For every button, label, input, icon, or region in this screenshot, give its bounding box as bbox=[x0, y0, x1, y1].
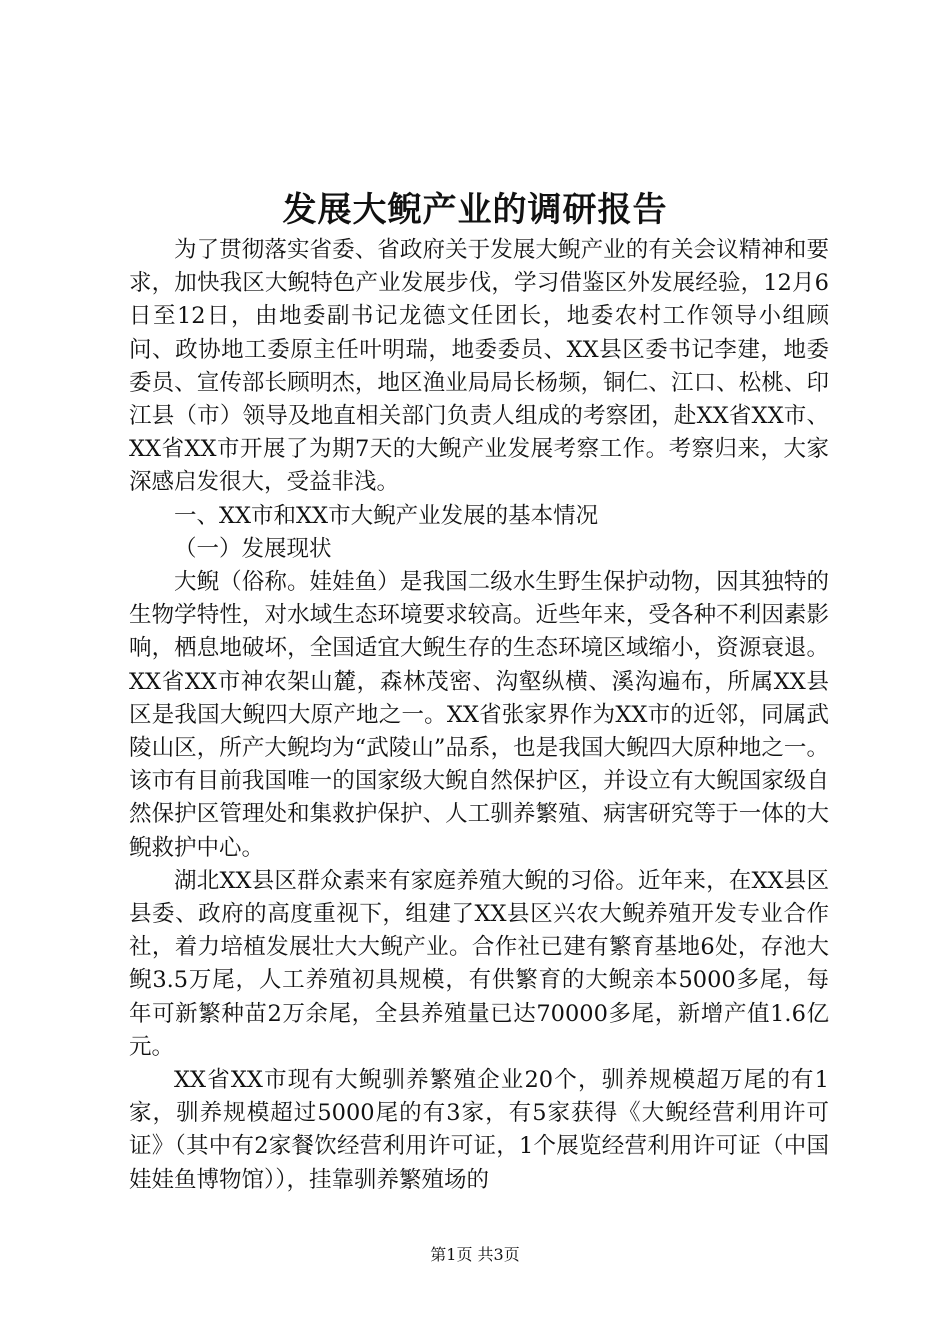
document-title: 发展大鲵产业的调研报告 bbox=[282, 190, 668, 230]
paragraph-status: 大鲵（俗称。娃娃鱼）是我国二级水生野生保护动物，因其独特的生物学特性，对水域生态环境要求较高。近些年来，受各种不利因素影响，栖息地破坏，全国适宜大鲵生存的生态环境区域缩小，资源衰退。XX省XX市神农架山麓，森林茂密、沟壑纵横、溪沟遍布，所属XX县区是我国大鲵四大原产地之一。XX省张家界作为XX市的近邻，同属武陵山区，所产大鲵均为“武陵山”品系，也是我国大鲵四大原种地之一。该市有目前我国唯一的国家级大鲵自然保护区，并设立有大鲵国家级自然保护区管理处和集救护保护、人工驯养繁殖、病害研究等于一体的大鲵救护中心。 bbox=[129, 569, 829, 861]
paragraph-hubei: 湖北XX县区群众素来有家庭养殖大鲵的习俗。近年来，在XX县区县委、政府的高度重视下，组建了XX县区兴农大鲵养殖开发专业合作社，着力培植发展壮大大鲵产业。合作社已建有繁育基地6处，存池大鲵3.5万尾，人工养殖初具规模，有供繁育的大鲵亲本5000多尾，每年可新繁种苗2万余尾，全县养殖量已达70000多尾，新增产值1.6亿元。 bbox=[129, 867, 829, 1060]
paragraph-intro: 为了贯彻落实省委、省政府关于发展大鲵产业的有关会议精神和要求，加快我区大鲵特色产业发展步伐，学习借鉴区外发展经验，12月6日至12日，由地委副书记龙德文任团长，地委农村工作领导小组顾问、政协地工委原主任叶明瑞，地委委员、XX县区委书记李建，地委委员、宣传部长顾明杰，地区渔业局局长杨频，铜仁、江口、松桃、印江县（市）领导及地直相关部门负责人组成的考察团，赴XX省XX市、XX省XX市开展了为期7天的大鲵产业发展考察工作。考察归来，大家深感启发很大，受益非浅。 bbox=[129, 237, 829, 496]
paragraph-enterprises: XX省XX市现有大鲵驯养繁殖企业20个，驯养规模超万尾的有1家，驯养规模超过5000尾的有3家，有5家获得《大鲵经营利用许可证》（其中有2家餐饮经营利用许可证，1个展览经营利用许可证（中国娃娃鱼博物馆）），挂靠驯养繁殖场的 bbox=[129, 1067, 829, 1193]
subsection-heading: （一）发展现状 bbox=[174, 535, 332, 562]
page-footer: 第1页 共3页 bbox=[430, 1245, 520, 1264]
document-body bbox=[129, 234, 829, 1197]
section-heading: 一、XX市和XX市大鲵产业发展的基本情况 bbox=[174, 502, 599, 529]
